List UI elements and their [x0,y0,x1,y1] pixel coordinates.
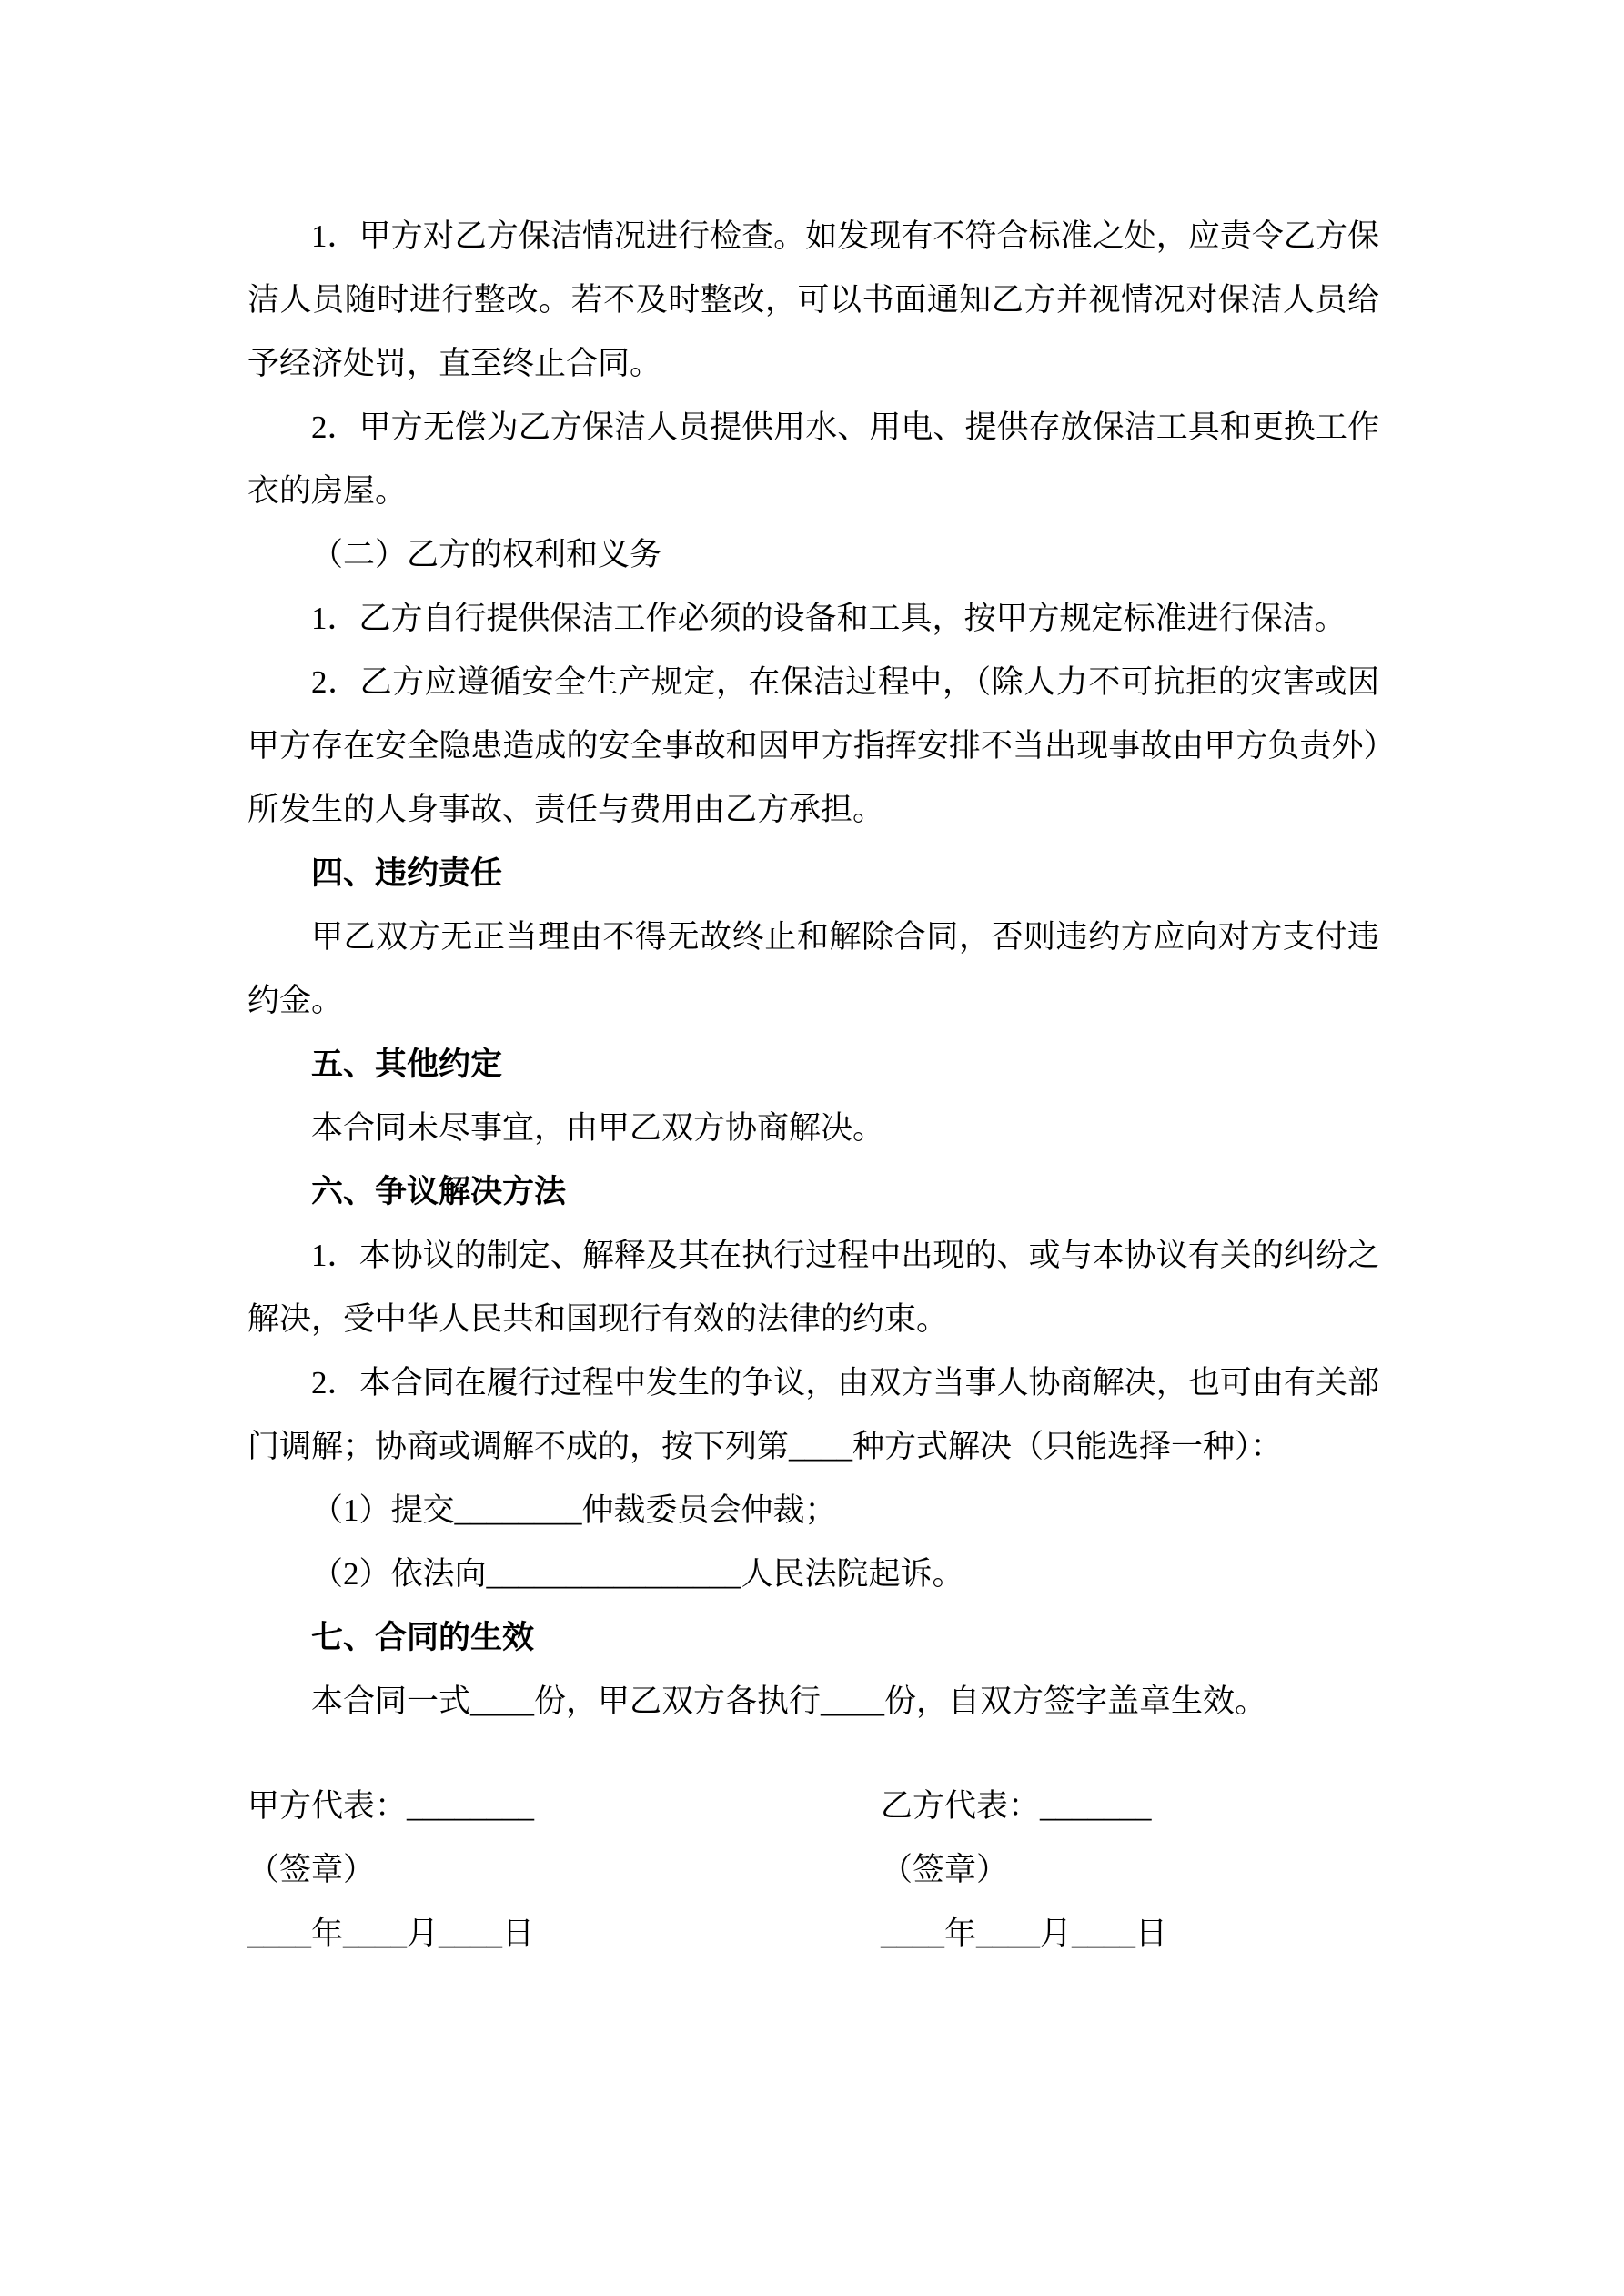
dispute-option-2-court: （2）依法向________________人民法院起诉。 [311,1556,964,1592]
section-4-breach-liability-heading: 四、违约责任 [311,855,503,891]
party-b-seal-line: （签章） [881,1852,1009,1887]
contract-body [247,205,1379,1966]
party-a-seal-line: （签章） [247,1852,376,1887]
party-b-representative-line: 乙方代表：_______ [881,1788,1152,1824]
section-7-effectiveness-text: 本合同一式____份，甲乙双方各执行____份，自双方签字盖章生效。 [311,1684,1267,1719]
subsection-party-b-rights-heading: （二）乙方的权利和义务 [311,537,662,572]
section-6-dispute-clause-1: 1．本协议的制定、解释及其在执行过程中出现的、或与本协议有关的纠纷之解决，受中华人民共和国现行有效的法律的约束。 [247,1238,1379,1337]
party-b-date-line: ____年____月____日 [881,1916,1168,1951]
clause-party-a-duty-1: 1．甲方对乙方保洁情况进行检查。如发现有不符合标准之处，应责令乙方保洁人员随时进行整改。若不及时整改，可以书面通知乙方并视情况对保洁人员给予经济处罚，直至终止合同。 [247,218,1379,381]
dispute-option-1-arbitration: （1）提交________仲裁委员会仲裁； [311,1492,837,1528]
section-6-dispute-resolution-heading: 六、争议解决方法 [311,1174,567,1209]
section-4-breach-liability-text: 甲乙双方无正当理由不得无故终止和解除合同，否则违约方应向对方支付违约金。 [247,919,1379,1018]
clause-party-a-duty-2: 2．甲方无偿为乙方保洁人员提供用水、用电、提供存放保洁工具和更换工作衣的房屋。 [247,410,1379,509]
clause-party-b-duty-1: 1．乙方自行提供保洁工作必须的设备和工具，按甲方规定标准进行保洁。 [311,601,1347,636]
party-a-representative-line: 甲方代表：________ [247,1788,535,1824]
section-6-dispute-clause-2: 2．本合同在履行过程中发生的争议，由双方当事人协商解决，也可由有关部门调解；协商或调解不成的，按下列第____种方式解决（只能选择一种）： [247,1365,1379,1464]
section-5-other-agreements-text: 本合同未尽事宜，由甲乙双方协商解决。 [311,1110,885,1146]
party-a-date-line: ____年____月____日 [247,1916,535,1951]
clause-party-b-duty-2: 2．乙方应遵循安全生产规定，在保洁过程中，（除人力不可抗拒的灾害或因甲方存在安全隐患造成的安全事故和因甲方指挥安排不当出现事故由甲方负责外）所发生的人身事故、责任与费用由乙方承担。 [247,664,1379,827]
section-7-effectiveness-heading: 七、合同的生效 [311,1620,535,1655]
section-5-other-agreements-heading: 五、其他约定 [311,1047,503,1082]
party-b-signature-column [881,1775,1379,1966]
party-a-signature-column [247,1775,881,1966]
signature-block [247,1775,1379,1966]
